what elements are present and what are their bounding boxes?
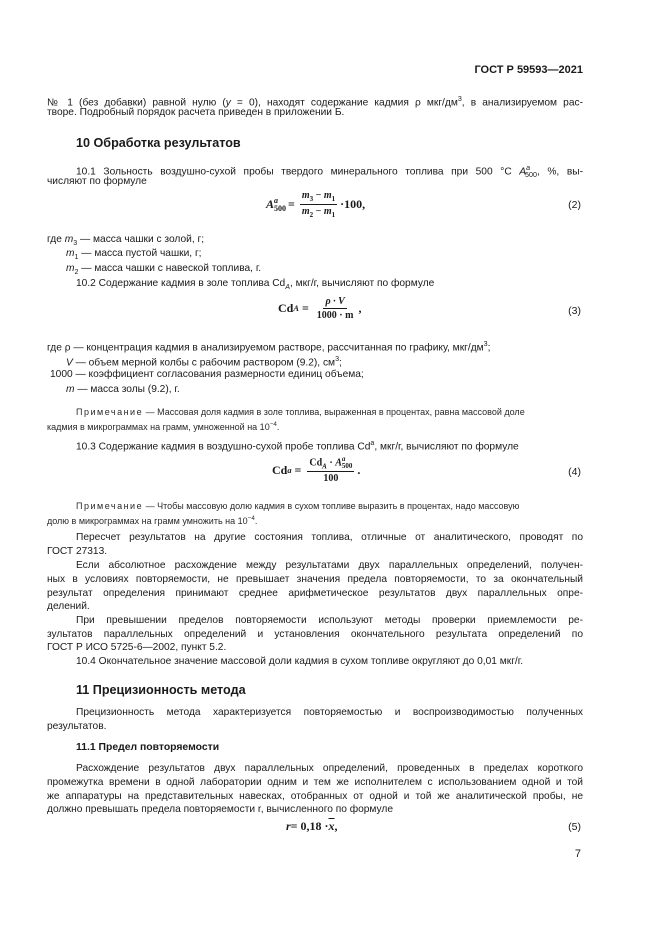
note-2-line-1: Примечание — Чтобы массовую долю кадмия в сухом топливе выразить в процентах, надо массовую [76, 501, 520, 511]
para-10-4: 10.4 Окончательное значение массовой доли кадмия в сухом топливе округляют до 0,01 мкг/г. [76, 656, 524, 667]
note-1-line-1: Примечание — Массовая доля кадмия в золе топлива, выраженная в процентах, равна массовой доле [76, 407, 525, 417]
para-11-1-line-3: же аппаратуры на представительных навесках, отобранных от одной и той же аналитической пробы, не [47, 791, 583, 802]
para-abs-line-2: ных в условиях повторяемости, не превышает значения предела повторяемости, то за окончательный [47, 574, 583, 585]
where-2-line-2: $m_1$ — масса пустой чашки, г; [66, 248, 202, 262]
formula-2: A a 500 = $\frac{m_3 - m_1}{m_2 - m_1}$ ·100, [266, 190, 366, 219]
where-3-line-3: 1000 — коэффициент согласования размерности единиц объема; [50, 369, 364, 380]
formula-4-number: (4) [568, 466, 581, 478]
para-exc-line-1: При превышении пределов повторяемости используют методы проверки приемлемости ре- [76, 615, 583, 626]
para-10-3: 10.3 Содержание кадмия в воздушно-сухой пробе топлива Cd$^a$, мкг/г, вычисляют по формуле [76, 439, 519, 453]
where-3-line-1: где ρ — концентрация кадмия в анализируемом растворе, рассчитанная по графику, мкг/$дм^3$; [47, 340, 491, 354]
section-11-intro-line-1: Прецизионность метода характеризуется повторяемостью и воспроизводимостью полученных [76, 707, 583, 718]
subsection-11-1-heading: 11.1 Предел повторяемости [76, 742, 220, 753]
where-2-line-1: где $m_3$ — масса чашки с золой, г; [47, 234, 205, 248]
intro-line-2: творе. Подробный порядок расчета приведен в приложении Б. [47, 107, 345, 118]
para-exc-line-2: зультатов параллельных определений и установления окончательного результата определений по [47, 629, 583, 640]
para-10-1-line-1: 10.1 Зольность воздушно-сухой пробы твердого минерального топлива при 500 °С $A^a_{500}$, %, вы- [76, 164, 583, 180]
para-11-1-line-4: должно превышать предела повторяемости r, вычисленного по формуле [47, 804, 394, 815]
para-abs-line-3: результат определения принимают среднее арифметическое результатов двух параллельных опре- [47, 588, 583, 599]
section-10-heading: 10 Обработка результатов [76, 136, 241, 150]
para-abs-line-4: делений. [47, 601, 90, 612]
formula-4: Cd a = $Cd_A \cdot A$ a 500 100 . [272, 455, 361, 485]
formula-5-number: (5) [568, 821, 581, 833]
intro-line-1: № 1 (без добавки) равной нулю (у = 0), находят содержание кадмия ρ мкг/$дм^3$, в анализируемом рас- [47, 95, 583, 109]
where-3-line-2: V — объем мерной колбы с рабочим раствором (9.2), $см^3$; [66, 355, 342, 369]
section-11-heading: 11 Прецизионность метода [76, 683, 246, 697]
where-3-line-4: m — масса золы (9.2), г. [66, 384, 180, 395]
para-10-1-line-2: числяют по формуле [47, 176, 147, 187]
note-2-line-2: долю в микрограммах на грамм умножить на $10^{-4}$. [47, 515, 258, 526]
formula-3: Cd A = $\frac{\rho \cdot V}{1000 \cdot m}$ , [278, 296, 362, 321]
formula-5: r = 0,18 · $\overline{x}$ , [286, 819, 338, 833]
para-abs-line-1: Если абсолютное расхождение между результатами двух параллельных определений, получен- [76, 560, 583, 571]
para-10-2: 10.2 Содержание кадмия в золе топлива $Cd_A$, мкг/г, вычисляют по формуле [76, 278, 435, 292]
para-recalc-line-2: ГОСТ 27313. [47, 546, 108, 557]
formula-3-number: (3) [568, 305, 581, 317]
page-number: 7 [574, 848, 581, 860]
document-id: ГОСТ Р 59593—2021 [474, 64, 583, 76]
para-recalc-line-1: Пересчет результатов на другие состояния топлива, отличные от аналитического, проводят по [76, 532, 583, 543]
para-11-1-line-1: Расхождение результатов двух параллельных определений, проведенных в пределах короткого [76, 763, 583, 774]
formula-2-number: (2) [568, 199, 581, 211]
para-11-1-line-2: промежутка времени в одной лаборатории одним и тем же исполнителем с использованием одной и той [47, 777, 583, 788]
section-11-intro-line-2: результатов. [47, 721, 107, 732]
where-2-line-3: $m_2$ — масса чашки с навеской топлива, г. [66, 263, 262, 277]
para-exc-line-3: ГОСТ Р ИСО 5725-6—2002, пункт 5.2. [47, 642, 227, 653]
note-1-line-2: кадмия в микрограммах на грамм, умноженной на $10^{-4}$. [47, 421, 280, 432]
